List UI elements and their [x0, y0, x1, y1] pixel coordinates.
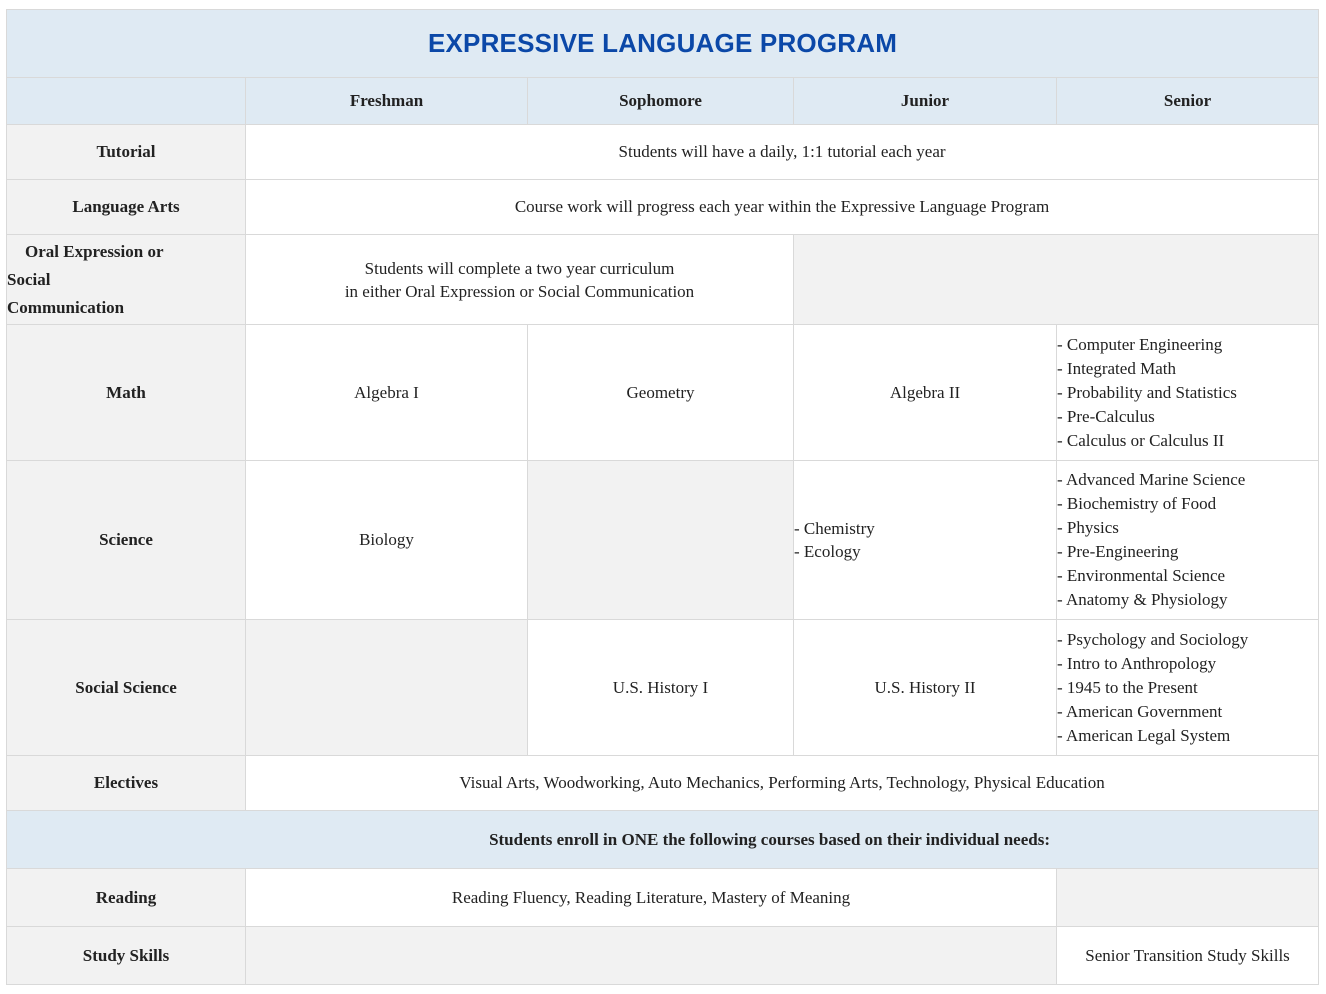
row-label-electives: Electives [7, 756, 246, 811]
list-item: - Anatomy & Physiology [1057, 588, 1318, 612]
math-senior-list [1057, 333, 1318, 453]
list-item: - American Government [1057, 700, 1318, 724]
science-sophomore-empty [528, 461, 794, 620]
column-header-sophomore: Sophomore [528, 78, 794, 125]
row-label-reading: Reading [7, 869, 246, 927]
row-oral-expression [7, 235, 1319, 325]
list-item: - Computer Engineering [1057, 333, 1318, 357]
row-electives [7, 756, 1319, 811]
study-skills-senior: Senior Transition Study Skills [1057, 927, 1319, 985]
row-label-tutorial: Tutorial [7, 125, 246, 180]
science-senior-list [1057, 468, 1318, 612]
social-science-senior [1057, 620, 1319, 756]
science-freshman: Biology [246, 461, 528, 620]
row-label-oral-expression [7, 235, 246, 325]
list-item: - Chemistry [794, 517, 1056, 540]
social-science-senior-list [1057, 628, 1318, 748]
oral-text-line1: Students will complete a two year curriculum [364, 258, 675, 278]
social-science-junior: U.S. History II [794, 620, 1057, 756]
enroll-band-row [7, 811, 1319, 869]
column-header-freshman: Freshman [246, 78, 528, 125]
oral-curriculum-cell [246, 235, 794, 325]
row-social-science [7, 620, 1319, 756]
row-label-social-science: Social Science [7, 620, 246, 756]
list-item: - Ecology [794, 540, 1056, 563]
row-language-arts [7, 180, 1319, 235]
row-tutorial [7, 125, 1319, 180]
row-science [7, 461, 1319, 620]
list-item: - Intro to Anthropology [1057, 652, 1318, 676]
list-item: - Biochemistry of Food [1057, 492, 1318, 516]
row-label-math: Math [7, 325, 246, 461]
row-label-study-skills: Study Skills [7, 927, 246, 985]
list-item: - Pre-Calculus [1057, 405, 1318, 429]
list-item: - 1945 to the Present [1057, 676, 1318, 700]
math-sophomore: Geometry [528, 325, 794, 461]
enroll-band-text: Students enroll in ONE the following courses based on their individual needs: [489, 829, 1050, 849]
list-item: - Probability and Statistics [1057, 381, 1318, 405]
oral-label-line1: Oral Expression or [25, 241, 164, 261]
language-arts-text: Course work will progress each year within the Expressive Language Program [246, 180, 1319, 235]
row-label-language-arts: Language Arts [7, 180, 246, 235]
column-header-junior: Junior [794, 78, 1057, 125]
math-senior [1057, 325, 1319, 461]
row-reading [7, 869, 1319, 927]
list-item: - Physics [1057, 516, 1318, 540]
reading-text: Reading Fluency, Reading Literature, Mastery of Meaning [246, 869, 1057, 927]
title-row [7, 10, 1319, 78]
list-item: - Psychology and Sociology [1057, 628, 1318, 652]
column-header-row [7, 78, 1319, 125]
list-item: - Calculus or Calculus II [1057, 429, 1318, 453]
science-junior-list [794, 517, 1056, 563]
row-study-skills [7, 927, 1319, 985]
column-header-senior: Senior [1057, 78, 1319, 125]
electives-text: Visual Arts, Woodworking, Auto Mechanics, Performing Arts, Technology, Physical Education [246, 756, 1319, 811]
page-title: EXPRESSIVE LANGUAGE PROGRAM [427, 28, 898, 58]
list-item: - Integrated Math [1057, 357, 1318, 381]
oral-label-line2: Social [7, 269, 51, 289]
social-science-sophomore: U.S. History I [528, 620, 794, 756]
tutorial-text: Students will have a daily, 1:1 tutorial each year [246, 125, 1319, 180]
study-skills-empty [246, 927, 1057, 985]
social-science-freshman-empty [246, 620, 528, 756]
list-item: - Pre-Engineering [1057, 540, 1318, 564]
oral-empty-cell [794, 235, 1319, 325]
enroll-band [7, 811, 1319, 869]
reading-senior-empty [1057, 869, 1319, 927]
math-freshman: Algebra I [246, 325, 528, 461]
math-junior: Algebra II [794, 325, 1057, 461]
science-junior [794, 461, 1057, 620]
list-item: - Advanced Marine Science [1057, 468, 1318, 492]
header-corner [7, 78, 246, 125]
row-label-science: Science [7, 461, 246, 620]
oral-label-line3: Communication [7, 297, 125, 317]
oral-text-line2: in either Oral Expression or Social Communication [344, 281, 695, 301]
science-senior [1057, 461, 1319, 620]
list-item: - American Legal System [1057, 724, 1318, 748]
row-math [7, 325, 1319, 461]
program-table [6, 9, 1319, 985]
list-item: - Environmental Science [1057, 564, 1318, 588]
